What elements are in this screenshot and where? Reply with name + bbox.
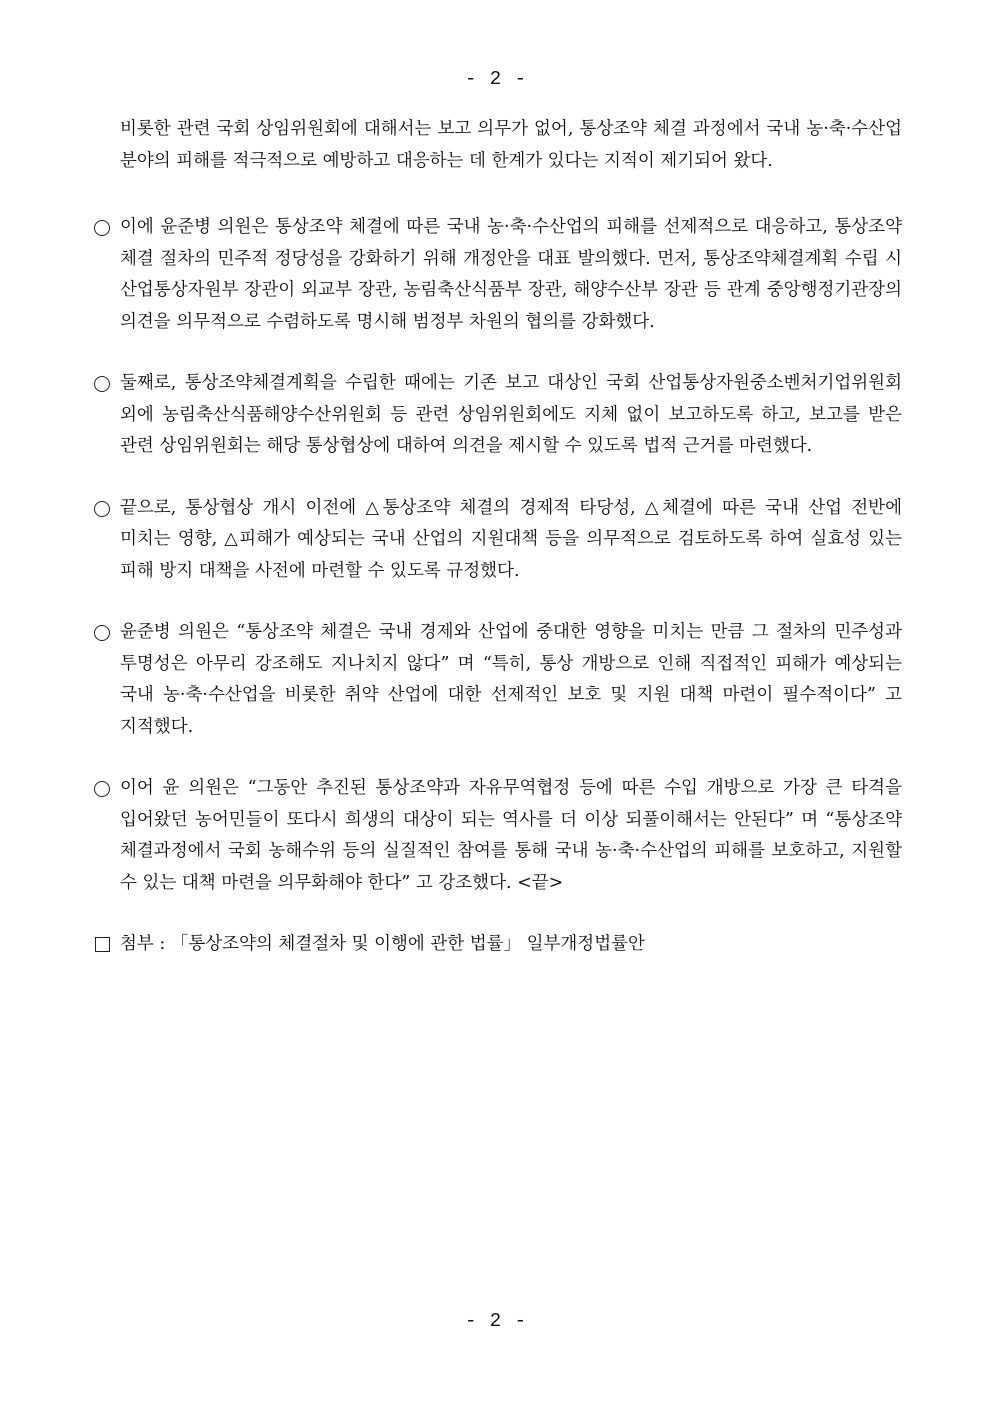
paragraph-text: 윤준병 의원은 “통상조약 체결은 국내 경제와 산업에 중대한 영향을 미치는 만큼 그 절차의 민주성과 투명성은 아무리 강조해도 지나치지 않다” 며 “특히, 통상 개방으로 인해 직접적인 피해가 예상되는 국내 농·축·수산업을 비롯한 취약 산업에 대한 선제적인 보호 및 지원 대책 마련이 필수적이다” 고 지적했다. [120,622,902,737]
circle-bullet-icon [94,781,110,797]
paragraph-text: 둘째로, 통상조약체결계획을 수립한 때에는 기존 보고 대상인 국회 산업통상자원중소벤처기업위원회 외에 농림축산식품해양수산위원회 등 관련 상임위원회에도 지체 없이 보고하도록 하고, 보고를 받은 관련 상임위원회는 해당 통상협상에 대하여 의견을 제시할 수 있도록 법적 근거를 마련했다. [120,373,902,456]
document-body [94,114,902,961]
page-number-footer: - 2 - [464,1310,527,1332]
circle-bullet-icon [94,501,110,517]
paragraph-text: 이어 윤 의원은 “그동안 추진된 통상조약과 자유무역협정 등에 따른 수입 개방으로 가장 큰 타격을 입어왔던 농어민들이 또다시 희생의 대상이 되는 역사를 더 이상 되풀이해서는 안된다” 며 “통상조약 체결과정에서 국회 농해수위 등의 실질적인 참여를 통해 국내 농·축·수산업의 피해를 보호하고, 지원할 수 있는 대책 마련을 의무화해야 한다” 고 강조했다. <끝> [120,778,902,893]
circle-bullet-icon [94,376,110,392]
square-bullet-icon [95,937,110,952]
paragraph-text: 끝으로, 통상협상 개시 이전에 △통상조약 체결의 경제적 타당성, △체결에 따른 국내 산업 전반에 미치는 영향, △피해가 예상되는 국내 산업의 지원대책 등을 의무적으로 검토하도록 하여 실효성 있는 피해 방지 대책을 사전에 마련할 수 있도록 규정했다. [120,497,902,581]
continuation-paragraph: 비롯한 관련 국회 상임위원회에 대해서는 보고 의무가 없어, 통상조약 체결 과정에서 국내 농·축·수산업 분야의 피해를 적극적으로 예방하고 대응하는 데 한계가 있다는 지적이 제기되어 왔다. [120,119,902,171]
circle-bullet-icon [94,220,110,236]
attachment-line [94,929,902,961]
body-paragraph-4 [94,617,902,743]
attachment-text: 첨부 : 「통상조약의 체결절차 및 이행에 관한 법률」 일부개정법률안 [120,934,645,954]
paragraph-text: 이에 윤준병 의원은 통상조약 체결에 따른 국내 농·축·수산업의 피해를 선제적으로 대응하고, 통상조약 체결 절차의 민주적 정당성을 강화하기 위해 개정안을 대표 발의했다. 먼저, 통상조약체결계획 수립 시 산업통상자원부 장관이 외교부 장관, 농림축산식품부 장관, 해양수산부 장관 등 관계 중앙행정기관장의 의견을 의무적으로 수렴하도록 명시해 범정부 차원의 협의를 강화했다. [120,217,902,332]
body-paragraph-3 [94,493,902,588]
page-number-header: - 2 - [464,68,527,90]
body-paragraph-1 [94,212,902,338]
body-paragraph-2 [94,368,902,463]
body-paragraph-5 [94,773,902,899]
circle-bullet-icon [94,625,110,641]
